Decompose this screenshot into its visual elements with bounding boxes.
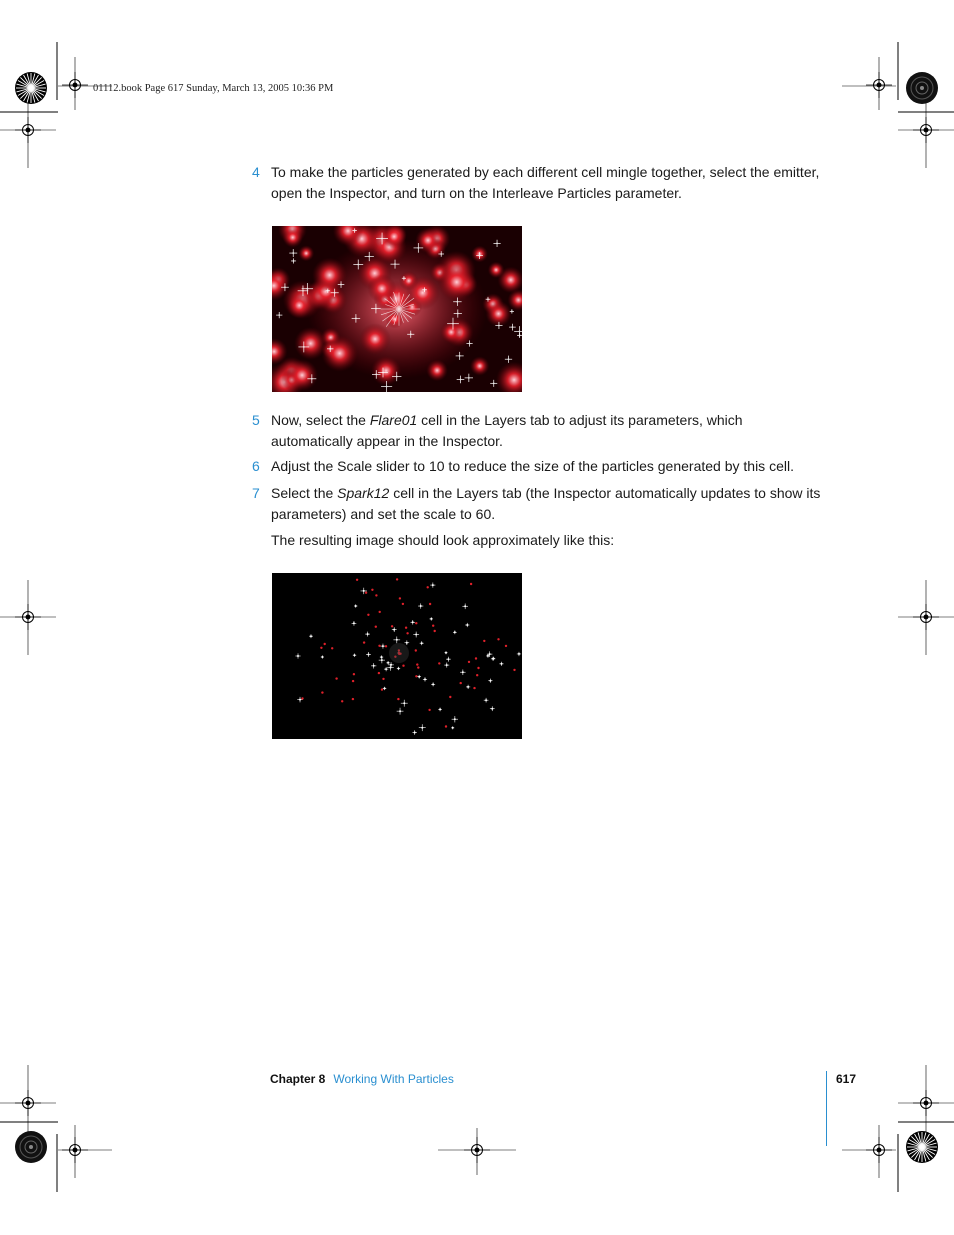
- chapter-title: Working With Particles: [333, 1072, 454, 1086]
- footer-divider: [826, 1071, 827, 1146]
- chapter-label: Chapter 8: [270, 1072, 326, 1086]
- resulting-particles-figure: [272, 573, 522, 739]
- step-text: Select the Spark12 cell in the Layers tab (the Inspector automatically updates to show its parameters) and set the scale to 60.: [271, 485, 821, 522]
- step-7: [252, 483, 822, 525]
- cell-name: Flare01: [369, 412, 418, 428]
- step-4: [252, 162, 822, 204]
- step-number: 7: [252, 485, 260, 501]
- cell-name: Spark12: [337, 485, 390, 501]
- footer-chapter: [270, 1072, 454, 1086]
- interleaved-particles-figure: [272, 226, 522, 392]
- red-flare-particles-image: [272, 226, 522, 392]
- step-text: Adjust the Scale slider to 10 to reduce the size of the particles generated by this cell.: [271, 458, 794, 474]
- step-number: 5: [252, 412, 260, 428]
- step-number: 6: [252, 458, 260, 474]
- step-6: [252, 456, 822, 477]
- result-text: The resulting image should look approximately like this:: [271, 532, 615, 548]
- step-5: [252, 410, 822, 452]
- small-sparks-particles-image: [272, 573, 522, 739]
- step-number: 4: [252, 164, 260, 180]
- step-text: Now, select the Flare01 cell in the Layers tab to adjust its parameters, which automatically appear in the Inspector.: [271, 412, 743, 449]
- print-stamp: 01112.book Page 617 Sunday, March 13, 2005 10:36 PM: [93, 83, 334, 94]
- step-text: To make the particles generated by each different cell mingle together, select the emitter, open the Inspector, and turn on the Interleave Particles parameter.: [271, 164, 820, 201]
- page-number: 617: [836, 1072, 857, 1086]
